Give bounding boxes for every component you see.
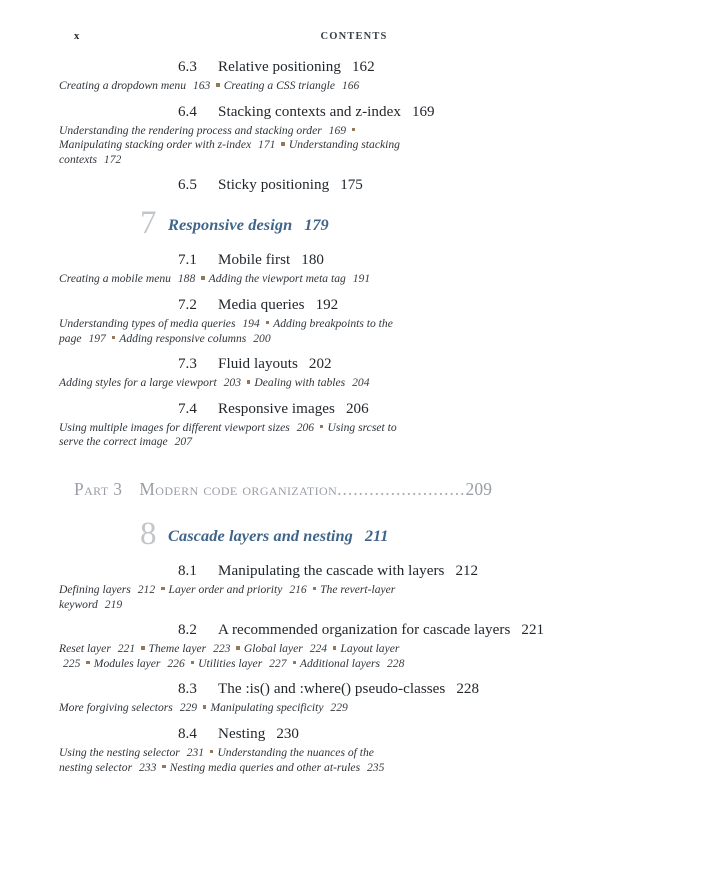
separator-bullet-icon bbox=[201, 276, 204, 279]
subsection-label[interactable]: Dealing with tables bbox=[254, 376, 346, 390]
dot-leader: ........................ bbox=[337, 478, 466, 499]
separator-bullet-icon bbox=[247, 380, 250, 383]
separator-bullet-icon bbox=[320, 425, 323, 428]
subsection-label[interactable]: Layer order and priority bbox=[168, 582, 283, 596]
section-entry[interactable] bbox=[0, 103, 708, 122]
section-title: Manipulating the cascade with layers bbox=[218, 562, 445, 579]
subsection-label[interactable]: The revert-layer keyword bbox=[59, 582, 396, 611]
subsection-label[interactable]: Nesting media queries and other at-rules bbox=[169, 760, 361, 774]
section-body bbox=[218, 562, 708, 581]
section-body bbox=[218, 176, 708, 195]
part-page-number: 209 bbox=[465, 478, 493, 499]
section-number: 7.1 bbox=[178, 252, 197, 269]
separator-bullet-icon bbox=[210, 750, 213, 753]
section-body bbox=[218, 680, 708, 699]
section-number: 6.3 bbox=[178, 59, 197, 75]
chapter-entry[interactable] bbox=[0, 515, 708, 553]
subsection-list bbox=[59, 746, 407, 775]
subsection-label[interactable]: Adding breakpoints to the page bbox=[59, 316, 393, 345]
subsection-page-number: 216 bbox=[289, 582, 307, 596]
separator-bullet-icon bbox=[86, 661, 89, 664]
subsection-page-number: 223 bbox=[213, 642, 231, 656]
section-entry[interactable] bbox=[0, 296, 708, 315]
section-entry[interactable] bbox=[0, 680, 708, 699]
subsection-label[interactable]: Adding styles for a large viewport bbox=[59, 376, 217, 390]
section-page-number: 169 bbox=[411, 103, 435, 120]
section-body bbox=[218, 621, 708, 640]
section-title: Responsive images bbox=[218, 400, 335, 417]
section-body bbox=[218, 400, 708, 419]
subsection-label[interactable]: Utilities layer bbox=[198, 656, 263, 670]
subsection-label[interactable]: Using srcset to serve the correct image bbox=[59, 420, 397, 449]
subsection-page-number: 206 bbox=[296, 420, 315, 434]
section-title: Relative positioning bbox=[218, 59, 341, 75]
section-title: Stacking contexts and z-index bbox=[218, 103, 401, 120]
section-number: 8.2 bbox=[178, 622, 197, 639]
part-title: Modern code organization bbox=[139, 478, 338, 499]
subsection-page-number: 194 bbox=[242, 316, 260, 330]
subsection-page-number: 229 bbox=[330, 701, 348, 715]
subsection-page-number: 235 bbox=[367, 760, 385, 774]
subsection-label[interactable]: Creating a CSS triangle bbox=[223, 79, 336, 92]
table-of-contents-list bbox=[0, 58, 708, 775]
separator-bullet-icon bbox=[203, 705, 206, 708]
subsection-page-number: 166 bbox=[341, 79, 360, 92]
subsection-page-number: 225 bbox=[63, 656, 81, 670]
separator-bullet-icon bbox=[161, 587, 164, 590]
subsection-label[interactable]: Manipulating specificity bbox=[210, 701, 324, 715]
separator-bullet-icon bbox=[266, 321, 269, 324]
subsection-list bbox=[59, 583, 407, 612]
section-page-number: 230 bbox=[276, 725, 299, 742]
section-entry[interactable] bbox=[0, 400, 708, 419]
separator-bullet-icon bbox=[216, 83, 219, 86]
subsection-label[interactable]: Reset layer bbox=[59, 642, 111, 656]
separator-bullet-icon bbox=[333, 646, 336, 649]
subsection-label[interactable]: More forgiving selectors bbox=[59, 701, 173, 715]
running-head-title: CONTENTS bbox=[320, 31, 388, 42]
subsection-page-number: 212 bbox=[137, 582, 156, 596]
section-title: A recommended organization for cascade layers bbox=[218, 622, 511, 639]
subsection-label[interactable]: Defining layers bbox=[59, 582, 131, 596]
subsection-page-number: 224 bbox=[309, 642, 328, 656]
subsection-page-number: 231 bbox=[186, 745, 205, 759]
subsection-page-number: 228 bbox=[386, 656, 405, 670]
folio-page-number: x bbox=[74, 31, 80, 42]
part-divider-entry[interactable] bbox=[0, 479, 708, 505]
section-entry[interactable] bbox=[0, 621, 708, 640]
subsection-label[interactable]: Adding the viewport meta tag bbox=[208, 272, 346, 286]
subsection-page-number: 171 bbox=[258, 138, 276, 152]
section-entry[interactable] bbox=[0, 58, 708, 77]
subsection-label[interactable]: Understanding the nuances of the nesting selector bbox=[59, 745, 374, 774]
subsection-page-number: 229 bbox=[179, 701, 198, 715]
section-entry[interactable] bbox=[0, 176, 708, 195]
subsection-list bbox=[59, 642, 407, 671]
section-body bbox=[218, 296, 708, 315]
chapter-page-number: 211 bbox=[364, 525, 389, 545]
section-title: Mobile first bbox=[218, 252, 291, 269]
section-entry[interactable] bbox=[0, 725, 708, 744]
section-page-number: 206 bbox=[345, 400, 369, 417]
chapter-title: Responsive design bbox=[168, 215, 293, 235]
section-page-number: 212 bbox=[455, 562, 479, 579]
subsection-label[interactable]: Adding responsive columns bbox=[119, 331, 247, 345]
separator-bullet-icon bbox=[112, 336, 115, 339]
subsection-page-number: 191 bbox=[352, 272, 371, 286]
subsection-list bbox=[59, 317, 407, 346]
section-body bbox=[218, 251, 708, 270]
section-page-number: 202 bbox=[308, 356, 332, 373]
subsection-label[interactable]: Modules layer bbox=[93, 656, 161, 670]
section-page-number: 175 bbox=[340, 177, 363, 194]
separator-bullet-icon bbox=[141, 646, 144, 649]
section-number: 8.3 bbox=[178, 681, 197, 698]
subsection-label[interactable]: Using the nesting selector bbox=[59, 745, 180, 759]
section-number: 6.5 bbox=[178, 177, 197, 194]
subsection-label[interactable]: Additional layers bbox=[299, 656, 381, 670]
section-number: 8.1 bbox=[178, 562, 197, 579]
subsection-page-number: 169 bbox=[328, 123, 347, 137]
subsection-list bbox=[59, 701, 407, 716]
subsection-page-number: 204 bbox=[352, 376, 370, 390]
section-number: 8.4 bbox=[178, 725, 197, 742]
section-title: Sticky positioning bbox=[218, 177, 330, 194]
subsection-label[interactable]: Layout layer bbox=[340, 642, 400, 656]
section-number: 6.4 bbox=[178, 103, 197, 120]
subsection-page-number: 188 bbox=[177, 272, 196, 286]
section-entry[interactable] bbox=[0, 562, 708, 581]
section-entry[interactable] bbox=[0, 251, 708, 270]
separator-bullet-icon bbox=[281, 142, 284, 145]
section-body bbox=[218, 355, 708, 374]
subsection-label[interactable]: Global layer bbox=[243, 642, 303, 656]
separator-bullet-icon bbox=[191, 661, 194, 664]
section-page-number: 228 bbox=[456, 681, 479, 698]
subsection-list bbox=[59, 421, 407, 450]
chapter-entry[interactable] bbox=[0, 205, 708, 242]
separator-bullet-icon bbox=[236, 646, 239, 649]
subsection-label[interactable]: Creating a mobile menu bbox=[59, 272, 171, 286]
subsection-page-number: 226 bbox=[167, 656, 185, 670]
subsection-page-number: 219 bbox=[104, 597, 123, 611]
chapter-number: 8 bbox=[140, 515, 157, 552]
subsection-page-number: 200 bbox=[253, 331, 271, 345]
section-body bbox=[218, 58, 708, 77]
section-page-number: 180 bbox=[301, 252, 324, 269]
section-page-number: 221 bbox=[521, 622, 545, 639]
subsection-page-number: 207 bbox=[174, 435, 192, 449]
separator-bullet-icon bbox=[162, 765, 165, 768]
separator-bullet-icon bbox=[313, 587, 316, 590]
section-title: Nesting bbox=[218, 725, 266, 742]
section-number: 7.2 bbox=[178, 296, 197, 313]
section-page-number: 162 bbox=[352, 59, 375, 75]
subsection-label[interactable]: Understanding stacking contexts bbox=[59, 138, 400, 166]
subsection-list bbox=[59, 272, 407, 287]
chapter-page-number: 179 bbox=[304, 215, 329, 235]
chapter-title: Cascade layers and nesting bbox=[168, 525, 353, 545]
subsection-label[interactable]: Theme layer bbox=[148, 642, 207, 656]
running-head bbox=[0, 31, 708, 49]
section-title: Media queries bbox=[218, 296, 305, 313]
subsection-list bbox=[59, 376, 407, 391]
subsection-page-number: 203 bbox=[223, 376, 241, 390]
subsection-page-number: 227 bbox=[269, 656, 287, 670]
subsection-list bbox=[59, 124, 407, 168]
subsection-page-number: 221 bbox=[117, 642, 136, 656]
chapter-number: 7 bbox=[140, 205, 157, 242]
subsection-label[interactable]: Understanding types of media queries bbox=[59, 316, 236, 330]
subsection-label[interactable]: Manipulating stacking order with z-index bbox=[59, 138, 252, 152]
separator-bullet-icon bbox=[293, 661, 296, 664]
subsection-label[interactable]: Creating a dropdown menu bbox=[59, 79, 186, 92]
section-number: 7.3 bbox=[178, 356, 197, 373]
subsection-page-number: 163 bbox=[192, 79, 211, 92]
subsection-label[interactable]: Understanding the rendering process and stacking order bbox=[59, 123, 322, 137]
part-label: Part 3 bbox=[74, 478, 123, 499]
subsection-page-number: 172 bbox=[103, 152, 122, 166]
section-entry[interactable] bbox=[0, 355, 708, 374]
section-number: 7.4 bbox=[178, 400, 197, 417]
subsection-label[interactable]: Using multiple images for different viewport sizes bbox=[59, 420, 290, 434]
section-page-number: 192 bbox=[315, 296, 339, 313]
subsection-page-number: 197 bbox=[88, 331, 106, 345]
section-body bbox=[218, 725, 708, 744]
section-title: Fluid layouts bbox=[218, 356, 298, 373]
subsection-list bbox=[59, 79, 407, 94]
section-title: The :is() and :where() pseudo-classes bbox=[218, 681, 446, 698]
subsection-page-number: 233 bbox=[139, 760, 157, 774]
section-body bbox=[218, 103, 708, 122]
separator-bullet-icon bbox=[352, 128, 355, 131]
